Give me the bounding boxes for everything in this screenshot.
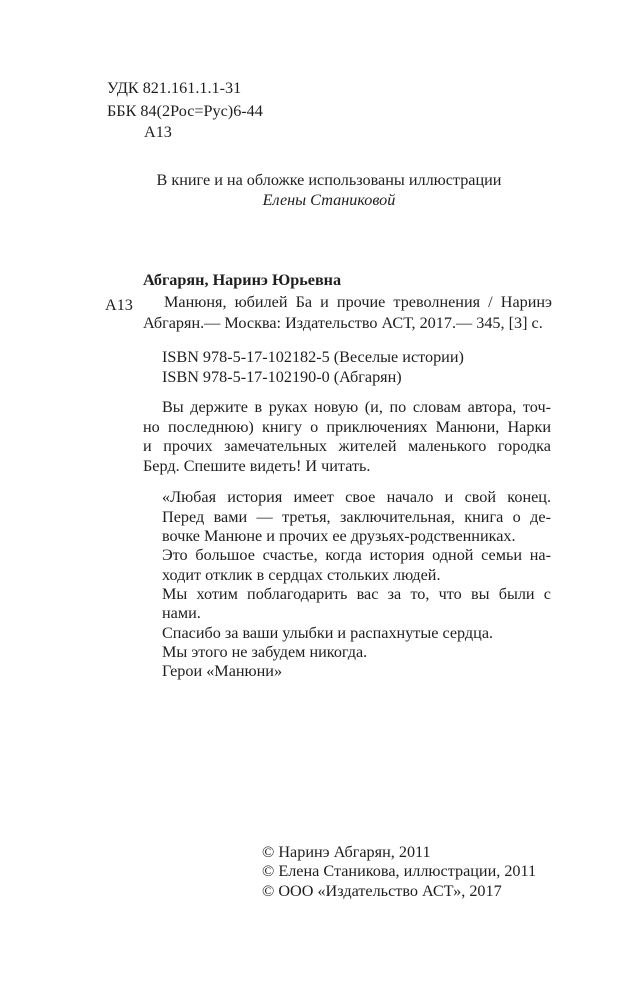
margin-author-mark: А13: [105, 296, 133, 314]
isbn-line: ISBN 978-5-17-102190-0 (Абгарян): [162, 368, 402, 386]
annotation-line: Берд. Спешите видеть! И читать.: [143, 457, 371, 475]
quote-line: ходит отклик в сердцах стольких людей.: [162, 566, 441, 584]
quote-line: Это большое счастье, когда история одной семьи на-: [162, 546, 551, 564]
quote-line: Спасибо за ваши улыбки и распахнутые сердца.: [162, 624, 494, 642]
bibliographic-description-line: Манюня, юбилей Ба и прочие треволнения / Наринэ: [164, 293, 552, 311]
quote-line: нами.: [162, 604, 201, 622]
quote-line: Перед вами — третья, заключительная, книга о де-: [162, 508, 551, 526]
quote-line: Мы этого не забудем никогда.: [162, 643, 368, 661]
author-mark: А13: [144, 123, 172, 141]
udk-code: УДК 821.161.1.1-31: [107, 79, 242, 97]
quote-line: вочке Манюне и прочих ее друзьях-родственниках.: [162, 527, 516, 545]
isbn-line: ISBN 978-5-17-102182-5 (Веселые истории): [162, 348, 464, 366]
illustration-note: В книге и на обложке использованы иллюстрации: [156, 171, 502, 189]
copyright-line: © ООО «Издательство АСТ», 2017: [262, 882, 502, 900]
annotation-line: Вы держите в руках новую (и, по словам автора, точ-: [162, 398, 551, 416]
bbk-code: ББК 84(2Рос=Рус)6-44: [107, 102, 263, 120]
illustrator-name: Елены Станиковой: [262, 191, 396, 209]
copyright-line: © Елена Станикова, иллюстрации, 2011: [262, 862, 537, 880]
annotation-line: и прочих замечательных жителей маленького городка: [143, 437, 551, 455]
quote-line: «Любая история имеет свое начало и свой конец.: [162, 488, 551, 506]
author-heading: Абгарян, Наринэ Юрьевна: [143, 271, 342, 289]
copyright-line: © Наринэ Абгарян, 2011: [262, 843, 431, 861]
annotation-line: но последнюю) книгу о приключениях Манюни, Нарки: [143, 418, 551, 436]
quote-line: Герои «Манюни»: [162, 662, 283, 680]
bibliographic-description-line: Абгарян.— Москва: Издательство АСТ, 2017.— 345, [3] с.: [143, 314, 543, 332]
quote-line: Мы хотим поблагодарить вас за то, что вы были с: [162, 585, 551, 603]
